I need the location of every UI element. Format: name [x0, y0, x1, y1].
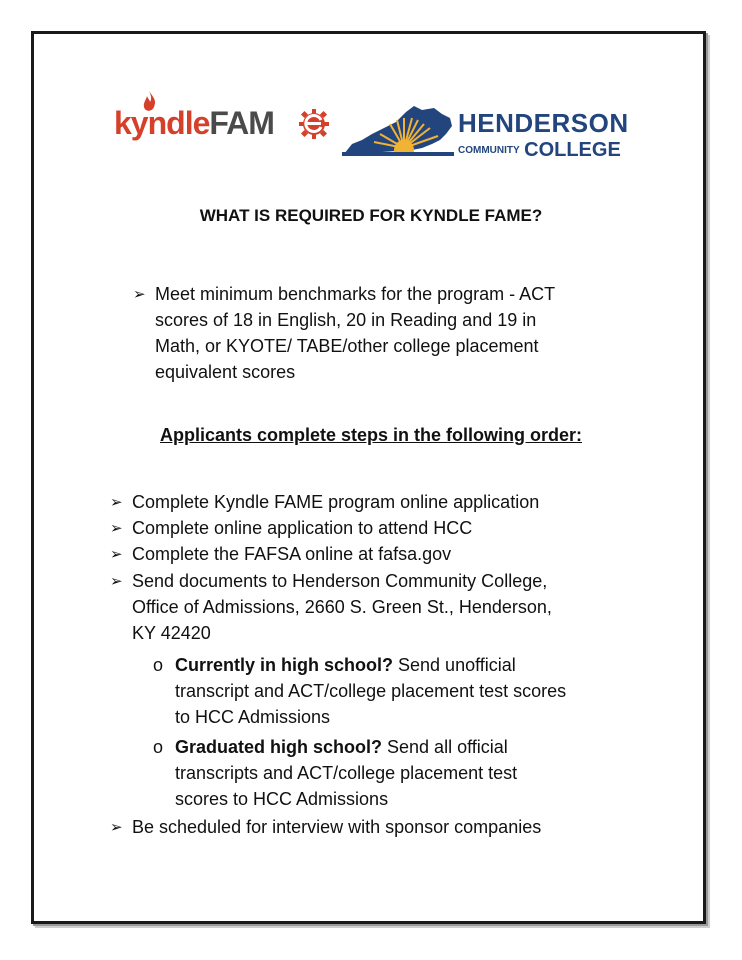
kyndle-wordmark: kyndle [114, 105, 210, 141]
step-line: Complete Kyndle FAME program online application [132, 492, 540, 512]
requirement-line: Meet minimum benchmarks for the program - ACT [155, 284, 556, 304]
requirement-line: equivalent scores [155, 362, 296, 382]
page-title: WHAT IS REQUIRED FOR KYNDLE FAME? [199, 206, 543, 225]
step-line: KY 42420 [132, 623, 211, 643]
requirement-line: Math, or KYOTE/ TABE/other college placement [155, 336, 539, 356]
hcc-wordmark-college: COLLEGE [524, 139, 621, 161]
arrow-bullet-icon: ➢ [110, 819, 123, 836]
substep-line: transcript and ACT/college placement test scores [175, 681, 567, 701]
steps-heading: Applicants complete steps in the following order: [159, 425, 583, 445]
kentucky-sunrise-icon [342, 104, 454, 156]
step-line: Be scheduled for interview with sponsor companies [132, 817, 542, 837]
gear-e-icon [299, 109, 329, 139]
substep-bold-label: Currently in high school? [175, 655, 394, 675]
hcc-wordmark-henderson: HENDERSON [458, 108, 629, 138]
substep-text: Send unofficial [393, 655, 516, 675]
circle-bullet-icon: o [153, 737, 164, 757]
step-line: Office of Admissions, 2660 S. Green St., Henderson, [132, 597, 552, 617]
substep-text: Send all official [382, 737, 508, 757]
arrow-bullet-icon: ➢ [110, 546, 123, 563]
step-line: Complete the FAFSA online at fafsa.gov [132, 544, 452, 564]
substep-bold-label: Graduated high school? [175, 737, 383, 757]
substep-line: scores to HCC Admissions [175, 789, 389, 809]
arrow-bullet-icon: ➢ [110, 520, 123, 537]
step-line: Complete online application to attend HCC [132, 518, 473, 538]
step-line: Send documents to Henderson Community College, [132, 571, 548, 591]
fame-wordmark: FAM [209, 105, 274, 141]
hcc-wordmark-community: COMMUNITY [458, 145, 520, 156]
requirement-line: scores of 18 in English, 20 in Reading and 19 in [155, 310, 537, 330]
substep-line: transcripts and ACT/college placement test [175, 763, 518, 783]
arrow-bullet-icon: ➢ [110, 494, 123, 511]
arrow-bullet-icon: ➢ [133, 286, 146, 303]
circle-bullet-icon: o [153, 655, 164, 675]
substep-line: to HCC Admissions [175, 707, 331, 727]
arrow-bullet-icon: ➢ [110, 573, 123, 590]
hcc-logo [342, 104, 638, 164]
